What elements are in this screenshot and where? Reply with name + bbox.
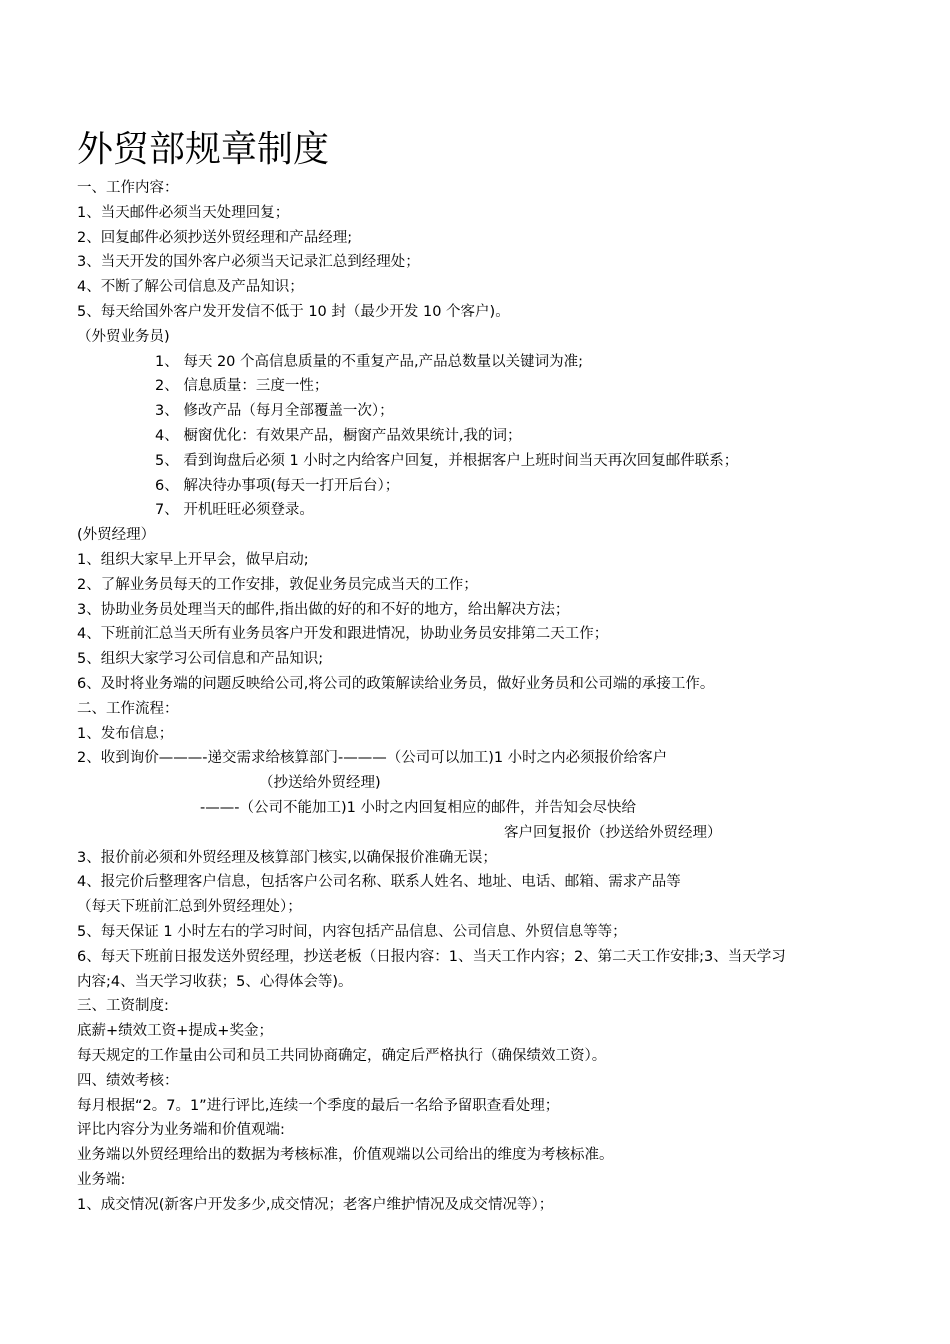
document-line: 四、绩效考核： [77, 1072, 179, 1089]
document-line: 二、工作流程： [77, 700, 179, 717]
document-line: 5、每天保证 1 小时左右的学习时间，内容包括产品信息、公司信息、外贸信息等等； [77, 924, 627, 940]
document-line: 1、组织大家早上开早会，做早启动; [77, 552, 309, 568]
document-line: （抄送给外贸经理) [259, 775, 381, 792]
document-line: 6、每天下班前日报发送外贸经理，抄送老板（日报内容：1、当天工作内容；2、第二天工作安排;3、当天学习 [77, 948, 786, 965]
document-line: 客户回复报价（抄送给外贸经理） [504, 824, 722, 841]
document-line: （外贸业务员) [77, 328, 170, 345]
document-line: 2、收到询价———-递交需求给核算部门-———（公司可以加工)1 小时之内必须报价给客户 [77, 750, 668, 767]
document-line: 5、每天给国外客户发开发信不低于 10 封（最少开发 10 个客户)。 [77, 304, 510, 320]
document-line: 业务端以外贸经理给出的数据为考核标准，价值观端以公司给出的维度为考核标准。 [77, 1147, 614, 1164]
document-line: 3、 修改产品（每月全部覆盖一次）； [155, 403, 394, 420]
document-line: 1、发布信息； [77, 725, 174, 742]
document-line: 每月根据“2。7。1”进行评比,连续一个季度的最后一名给予留职查看处理； [77, 1097, 560, 1114]
document-line: 4、报完价后整理客户信息，包括客户公司名称、联系人姓名、地址、电话、邮箱、需求产品等 [77, 874, 681, 891]
document-line: 评比内容分为业务端和价值观端: [77, 1122, 285, 1139]
document-line: 3、当天开发的国外客户必须当天记录汇总到经理处； [77, 254, 420, 271]
document-line: 2、回复邮件必须抄送外贸经理和产品经理; [77, 229, 353, 246]
document-line: 1、当天邮件必须当天处理回复； [77, 204, 290, 221]
document-line: 3、报价前必须和外贸经理及核算部门核实,以确保报价准确无误； [77, 849, 497, 866]
document-line: 业务端: [77, 1172, 126, 1188]
document-line: 1、 每天 20 个高信息质量的不重复产品,产品总数量以关键词为准; [155, 353, 583, 370]
document-line: （每天下班前汇总到外贸经理处）； [77, 899, 302, 916]
document-line: 内容;4、当天学习收获；5、心得体会等)。 [77, 973, 353, 990]
document-line: -——-（公司不能加工)1 小时之内回复相应的邮件，并告知会尽快给 [200, 800, 636, 816]
document-line: 2、了解业务员每天的工作安排，敦促业务员完成当天的工作； [77, 576, 478, 593]
document-line: 1、成交情况(新客户开发多少,成交情况；老客户维护情况及成交情况等）； [77, 1196, 554, 1213]
document-line: 4、不断了解公司信息及产品知识； [77, 279, 304, 296]
document-line: 4、 橱窗优化：有效果产品，橱窗产品效果统计,我的词； [155, 428, 522, 444]
document-line: 3、协助业务员处理当天的邮件,指出做的好的和不好的地方，给出解决方法； [77, 601, 570, 618]
document-line: 5、组织大家学习公司信息和产品知识; [77, 651, 324, 668]
document-line: 底薪+绩效工资+提成+奖金； [77, 1023, 273, 1040]
document-line: 三、工资制度: [77, 998, 169, 1015]
document-line: 每天规定的工作量由公司和员工共同协商确定，确定后严格执行（确保绩效工资）。 [77, 1048, 607, 1064]
document-line: 6、 解决待办事项(每天一打开后台）； [155, 477, 400, 494]
document-line: 4、下班前汇总当天所有业务员客户开发和跟进情况，协助业务员安排第二天工作； [77, 626, 609, 643]
document-line: 6、及时将业务端的问题反映给公司,将公司的政策解读给业务员，做好业务员和公司端的承接工作。 [77, 676, 715, 692]
document-line: 5、 看到询盘后必须 1 小时之内给客户回复，并根据客户上班时间当天再次回复邮件联系； [155, 452, 739, 469]
document-title: 外贸部规章制度 [77, 129, 330, 170]
document-line: 一、工作内容： [77, 180, 179, 196]
document-line: 2、 信息质量：三度一性； [155, 378, 329, 395]
document-line: 7、 开机旺旺必须登录。 [155, 502, 314, 519]
document-line: (外贸经理） [77, 527, 156, 544]
